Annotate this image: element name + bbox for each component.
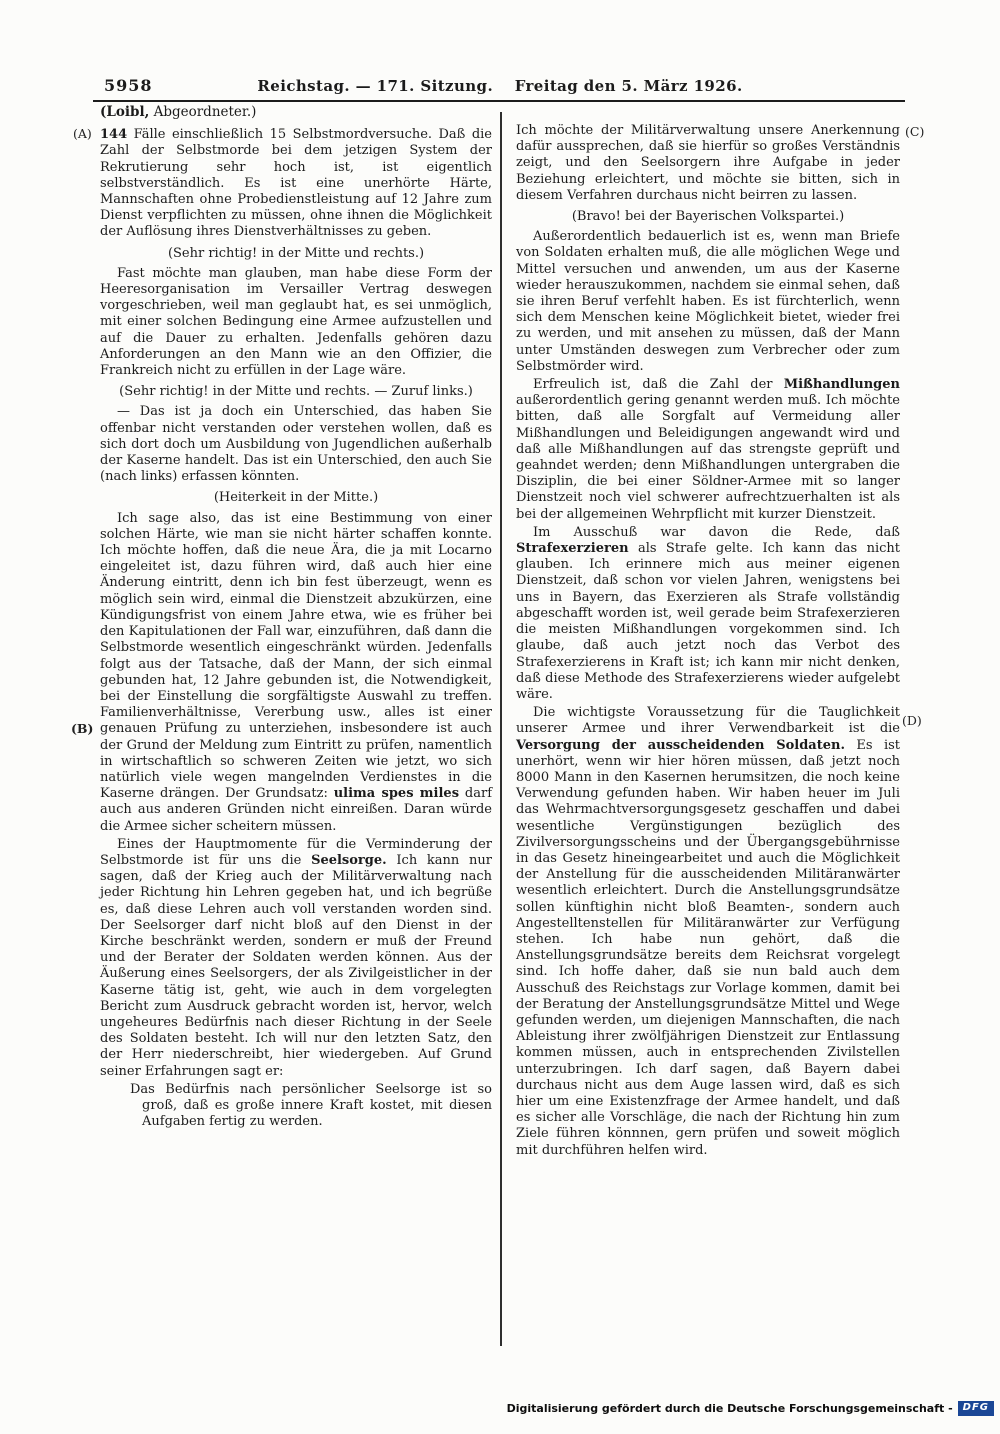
interjection: (Bravo! bei der Bayerischen Volkspartei.) <box>571 209 845 225</box>
margin-label-b: (B) <box>71 721 94 736</box>
interjection: (Sehr richtig! in der Mitte und rechts. — Zuruf links.) <box>119 384 473 400</box>
margin-label-a: (A) <box>73 126 92 141</box>
paragraph: Die wichtigste Voraussetzung für die Tauglichkeit unserer Armee und ihrer Verwendbarkeit ist die Versorgung der ausscheidenden Soldaten. Es ist unerhört, wenn wir hier hören müssen, daß jetzt noch 8000 Mann in den Kasernen herumsitzen, die noch keine Verwendung gefunden haben. Wir haben heuer im Juli das Wehrmachtversorgungsgesetz geschaffen und dabei wesentliche Vergünstigungen bezüglich des Zivilversorgungsscheins und der Übergangsgebührnisse in das Gesetz hineingearbeitet und auch die Möglichkeit der Anstellung für die ausscheidenden Militäranwärter wesentlich erleichtert. Durch die Anstellungsgrundsätze sollen künftighin nicht bloß Beamten-, sondern auch Angestelltenstellen für Militäranwärter zur Verfügung stehen. Ich habe nun gehört, daß die Anstellungsgrundsätze bereits dem Reichsrat vorgelegt sind. Ich hoffe daher, daß sie nun bald auch dem Ausschuß des Reichstags zur Vorlage kommen, damit bei der Beratung der Anstellungsgrundsätze Mittel und Wege gefunden werden, um diejenigen Mannschaften, die nach Ableistung ihrer zwölfjährigen Dienstzeit zur Entlassung kommen müssen, auch in entsprechenden Zivilstellen unterzubringen. Ich darf sagen, daß Bayern dabei durchaus nicht aus dem Auge lassen wird, daß es sich hier um eine Existenzfrage der Armee handelt, und daß es sicher alle Vorschläge, die nach der Richtung hin zum Ziele führen könnnen, gern prüfen und soweit möglich mit durchführen helfen wird. <box>516 705 901 1158</box>
header-date: Freitag den 5. März 1926. <box>514 77 743 95</box>
quoted-passage: Das Bedürfnis nach persönlicher Seelsorge ist so groß, daß es große innere Kraft kostet, mit diesen Aufgaben fertig zu werden. <box>130 1081 492 1130</box>
paragraph: Im Ausschuß war davon die Rede, daß Strafexerzieren als Strafe gelte. Ich kann das nicht glauben. Ich erinnere mich aus meiner eigenen Dienstzeit, daß schon vor vielen Jahren, wenigstens bei uns in Bayern, das Exerzieren als Strafe vollständig abgeschafft worden ist, weil gerade beim Strafexerzieren die meisten Mißhandlungen vorgekommen sind. Ich glaube, daß auch jetzt noch das Verbot des Strafexerzierens in Kraft ist; ich kann mir nicht denken, daß diese Methode des Strafexerzierens wieder aufgelebt wäre. <box>516 524 900 702</box>
page-header <box>95 77 905 95</box>
margin-label-c: (C) <box>905 124 925 139</box>
paragraph: Eines der Hauptmomente für die Verminderung der Selbstmorde ist für uns die Seelsorge. Ich kann nur sagen, daß der Krieg auch der Militärverwaltung nach jeder Richtung hin Lehren gegeben hat, und ich begrüße es, daß diese Lehren auch voll verstanden worden sind. Der Seelsorger darf nicht bloß auf den Dienst in der Kirche beschränkt werden, sondern er muß der Freund und der Berater der Soldaten werden können. Aus der Äußerung eines Seelsorgers, der als Zivilgeistlicher in der Kaserne tätig ist, geht, wie auch in dem vorgelegten Bericht zum Ausdruck gebracht worden ist, hervor, welch ungeheures Bedürfnis nach dieser Richtung in der Seele des Soldaten besteht. Ich will nur den letzten Satz, den der Herr niederschreibt, hier wiedergeben. Auf Grund seiner Erfahrungen sagt er: <box>100 836 492 1079</box>
paragraph: Ich sage also, das ist eine Bestimmung von einer solchen Härte, wie man sie nicht härter schaffen konnte. Ich möchte hoffen, daß die neue Ära, die ja mit Locarno eingeleitet ist, dazu führen wird, daß auch hier eine Änderung eintritt, denn ich bin fest überzeugt, wenn es möglich sein wird, einmal die Dienstzeit abzukürzen, eine Kündigungsfrist von einem Jahre etwa, wie es früher bei den Kapitulationen der Fall war, einzuführen, daß dann die Selbstmorde wesentlich eingeschränkt würden. Jedenfalls folgt aus der Tatsache, daß der Mann, der sich einmal gebunden hat, 12 Jahre gebunden ist, die Notwendigkeit, bei der Einstellung die sorgfältigste Auswahl zu treffen. Familienverhältnisse, Vererbung usw., alles ist einer genauen Prüfung zu unterziehen, insbesondere ist auch der Grund der Meldung zum Eintritt zu prüfen, namentlich in wirtschaftlich so schweren Zeiten wie jetzt, wo sich natürlich viele wegen mangelnden Verdienstes in die Kaserne drängen. Der Grundsatz: ulima spes miles darf auch aus anderen Gründen nicht einreißen. Daran würde die Armee sicher scheitern müssen. <box>100 510 493 834</box>
header-rule <box>93 100 905 102</box>
dfg-logo: DFG <box>958 1401 994 1416</box>
column-right <box>516 104 900 1159</box>
header-title: Reichstag. — 171. Sitzung. <box>257 77 494 95</box>
paragraph: Fast möchte man glauben, man habe diese Form der Heeresorganisation im Versailler Vertrag deswegen vorgeschrieben, weil man geglaubt hat, es sei unmöglich, mit einer solchen Bedingung eine Armee aufzustellen und auf die Dauer zu erhalten. Jedenfalls gehören dazu Anforderungen an den Mann wie an den Offizier, die Frankreich nicht zu erfüllen in der Lage wäre. <box>100 265 492 379</box>
paragraph: Ich möchte der Militärverwaltung unsere Anerkennung dafür aussprechen, daß sie hierfür so großes Verständnis zeigt, und den Seelsorgern ihre Aufgabe in jeder Beziehung erleichtert, und möchte sie bitten, sich in diesem Verfahren durchaus nicht beirren zu lassen. <box>516 123 900 203</box>
text-columns <box>100 104 900 1159</box>
margin-label-d: (D) <box>902 713 922 728</box>
paragraph: 144 Fälle einschließlich 15 Selbstmordversuche. Daß die Zahl der Selbstmorde bei dem jetzigen System der Rekrutierung sehr hoch ist, ist eigentlich selbstverständlich. Es ist eine unerhörte Härte, Mannschaften ohne Probedienstleistung auf 12 Jahre zum Dienst verpflichten zu müssen, ohne ihnen die Möglichkeit der Auflösung ihres Dienstverhältnisses zu geben. <box>100 127 492 240</box>
paragraph: — Das ist ja doch ein Unterschied, das haben Sie offenbar nicht verstanden oder verstehen wollen, daß es sich dort doch um Ausbildung von Jugendlichen außerhalb der Kaserne handelt. Das ist ein Unterschied, den auch Sie (nach links) erfassen könnten. <box>100 404 492 485</box>
column-left <box>100 104 492 1159</box>
credit-text: Digitalisierung gefördert durch die Deutsche Forschungsgemeinschaft - <box>506 1402 953 1415</box>
speaker-line: (Loibl, Abgeordneter.) <box>100 104 257 120</box>
page-number: 5958 <box>104 76 153 95</box>
paragraph: Außerordentlich bedauerlich ist es, wenn man Briefe von Soldaten erhalten muß, die alle möglichen Wege und Mittel versuchen und anwenden, um aus der Kaserne wieder herauszukommen, nachdem sie einmal sehen, daß sie ihren Beruf verfehlt haben. Es ist fürchterlich, wenn sich dem Menschen keine Möglichkeit bietet, wieder frei zu werden, und mit ansehen zu müssen, daß der Mann unter Umständen deswegen zum Verbrecher oder zum Selbstmörder wird. <box>516 229 900 374</box>
interjection: (Sehr richtig! in der Mitte und rechts.) <box>167 245 425 261</box>
interjection: (Heiterkeit in der Mitte.) <box>213 490 379 506</box>
digitization-credit <box>507 1401 994 1416</box>
paragraph: Erfreulich ist, daß die Zahl der Mißhandlungen außerordentlich gering genannt werden muß. Ich möchte bitten, daß alle Sorgfalt auf Vermeidung aller Mißhandlungen und Beleidigungen angewandt wird und daß alle Mißhandlungen auf das strengste geprüft und geahndet werden; denn Mißhandlungen untergraben die Disziplin, die bei einer Söldner-Armee mit so langer Dienstzeit noch viel schwerer aufrechtzuerhalten ist als bei der allgemeinen Wehrpflicht mit kurzer Dienstzeit. <box>516 377 900 522</box>
